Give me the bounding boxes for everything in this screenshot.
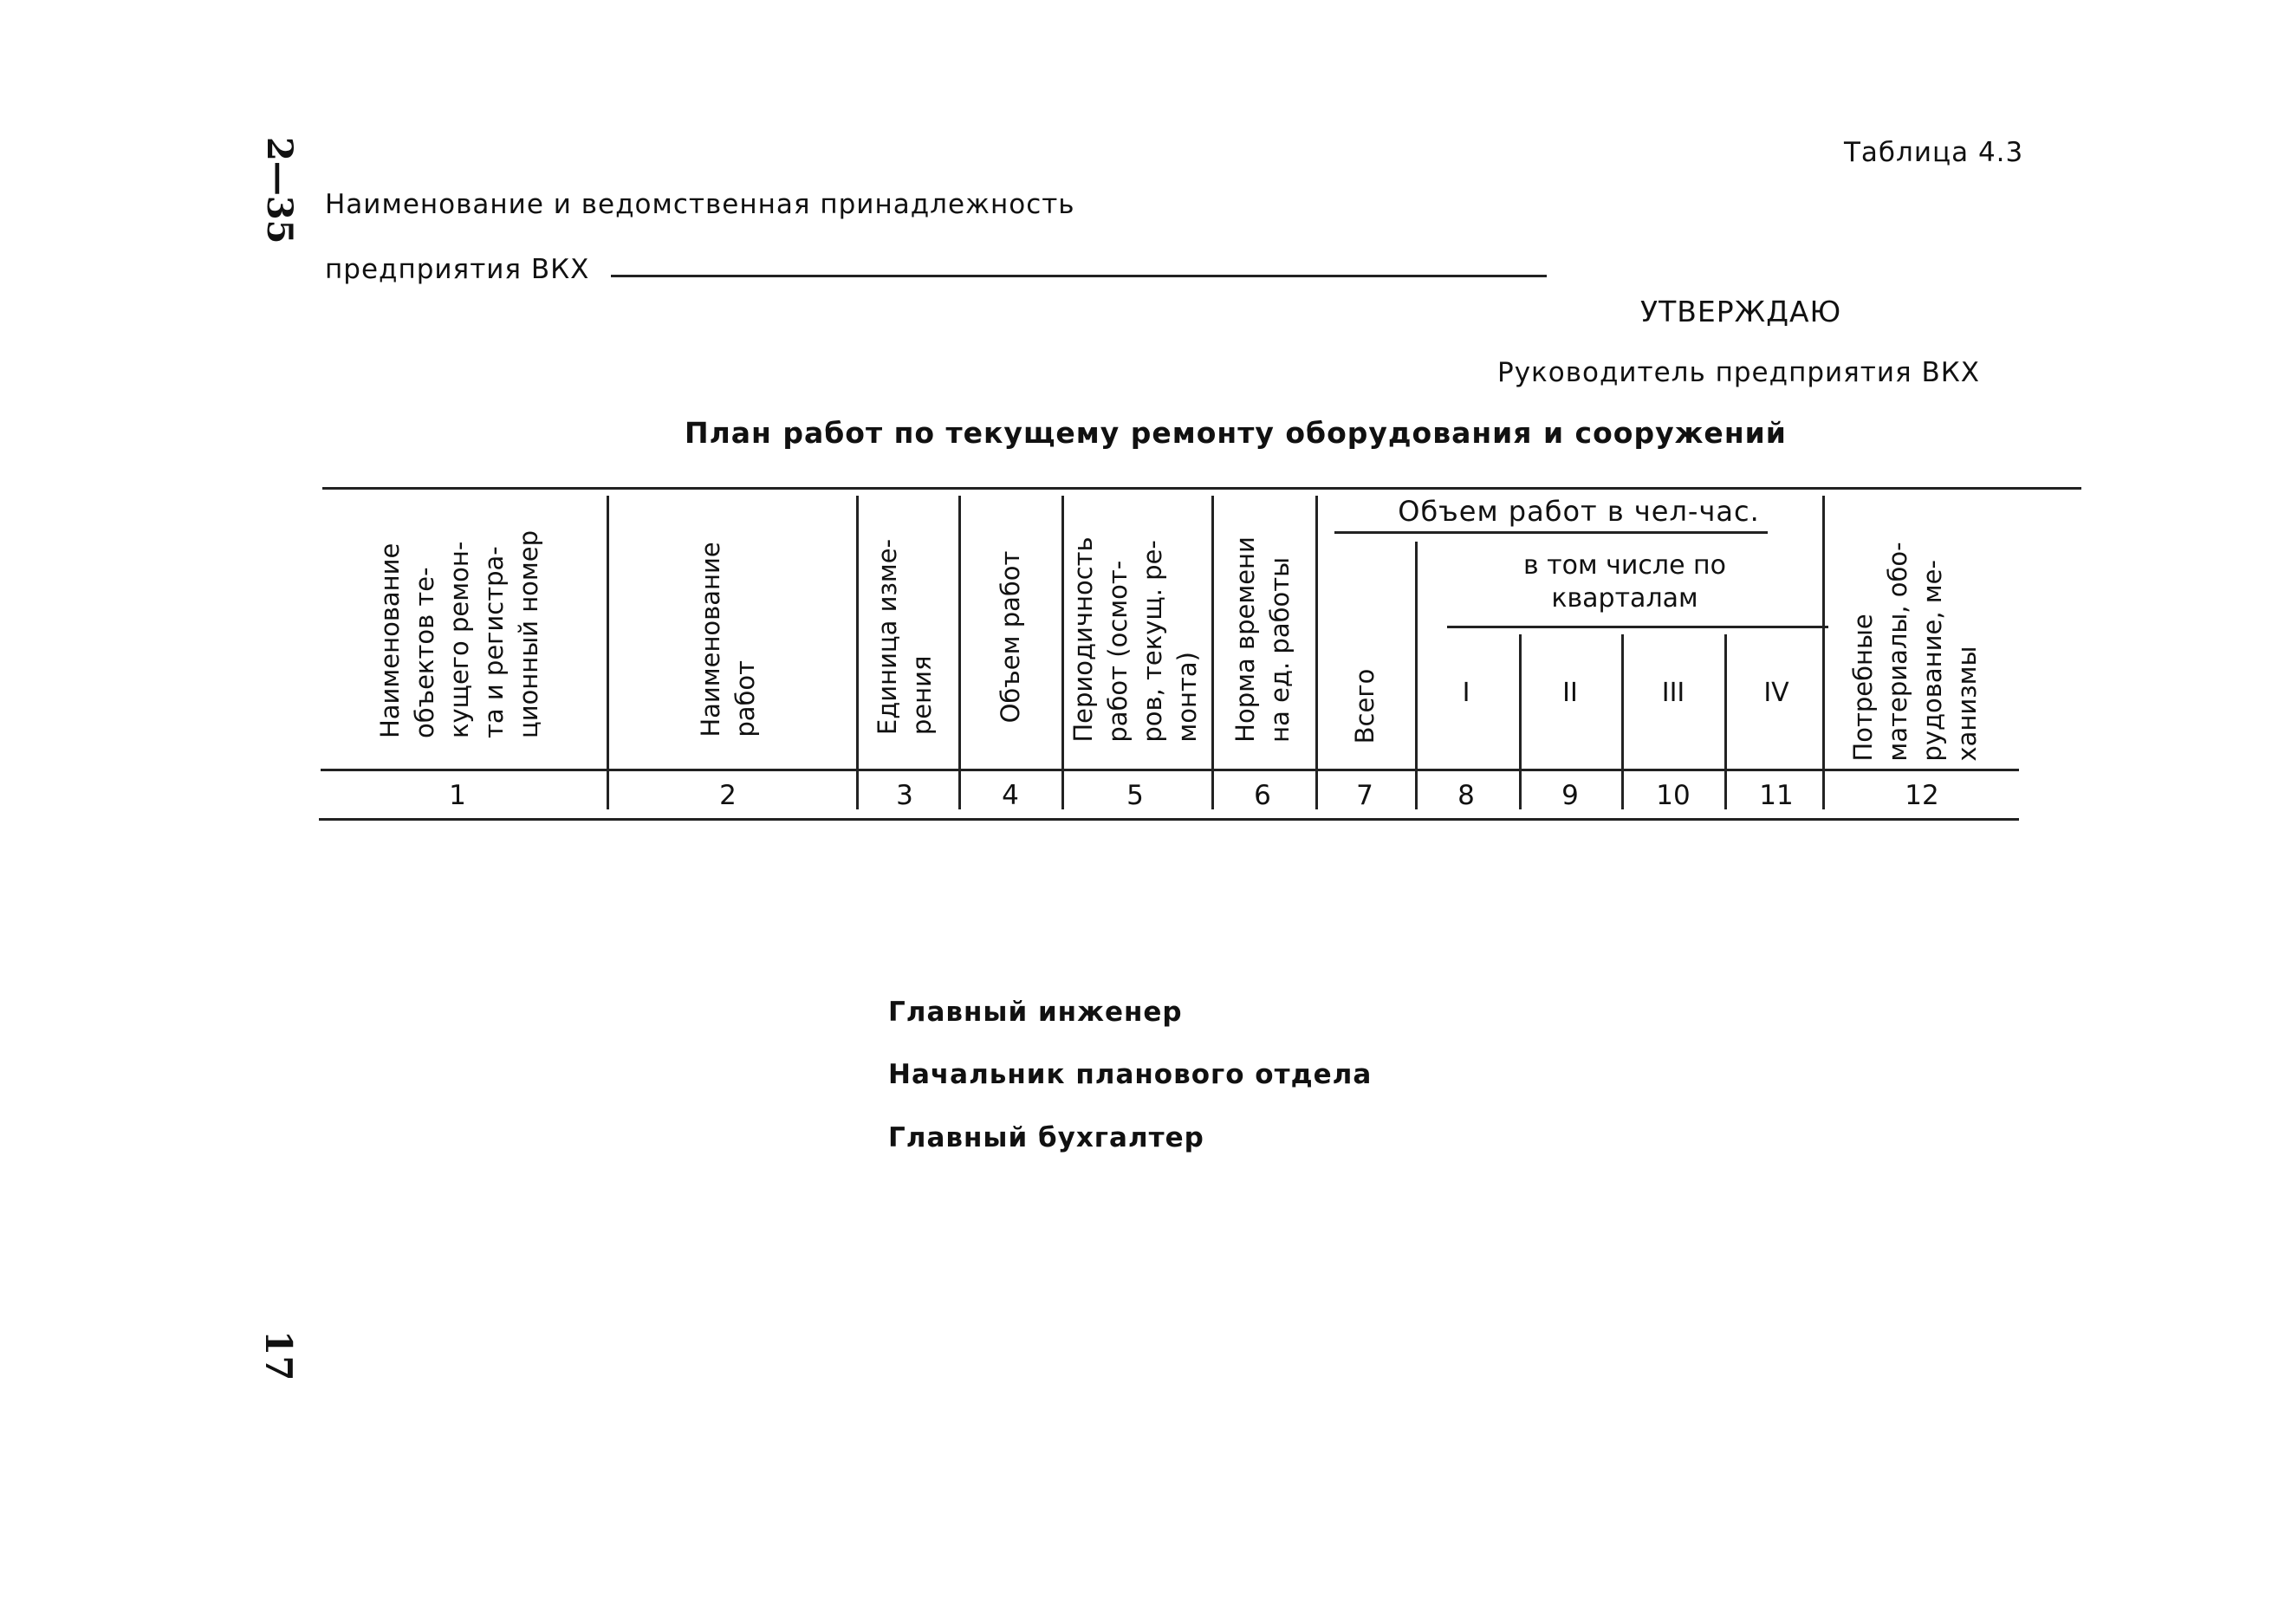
- subgroup-header-quarters: в том числе по кварталам: [1522, 550, 1727, 614]
- column-divider: [958, 496, 961, 809]
- column-header-1: Наименование объектов те- кущего ремон- та и регистра- ционный номер: [375, 529, 543, 739]
- column-header-5: Периодичность работ (осмот- ров, текущ. ре- монта): [1068, 536, 1202, 743]
- column-header-7: Всего: [1350, 668, 1379, 744]
- quarter-header-1: I: [1462, 678, 1470, 708]
- column-number-6: 6: [1254, 780, 1271, 811]
- table-label: Таблица 4.3: [1844, 137, 2024, 168]
- organization-fill-line: [611, 275, 1547, 277]
- column-number-9: 9: [1561, 780, 1579, 811]
- side-code: 2—35: [259, 137, 300, 244]
- organization-label: Наименование и ведомственная принадлежность: [325, 189, 1075, 220]
- signature-chief-accountant: Главный бухгалтер: [888, 1122, 1204, 1153]
- column-divider: [1822, 496, 1825, 809]
- column-number-11: 11: [1759, 780, 1794, 811]
- column-divider: [856, 496, 859, 809]
- page-number: 17: [257, 1330, 300, 1381]
- approval-word: УТВЕРЖДАЮ: [1640, 295, 1842, 328]
- column-number-10: 10: [1656, 780, 1691, 811]
- column-number-1: 1: [449, 780, 466, 811]
- column-number-3: 3: [896, 780, 913, 811]
- subgroup-header-rule: [1447, 626, 1828, 628]
- approver-title: Руководитель предприятия ВКХ: [1497, 357, 1981, 388]
- column-divider: [1724, 634, 1727, 809]
- quarter-header-3: III: [1661, 678, 1685, 708]
- column-divider: [1315, 496, 1318, 809]
- column-header-2: Наименование работ: [696, 542, 760, 737]
- column-divider: [1061, 496, 1064, 809]
- group-header-volume: Объем работ в чел-час.: [1398, 495, 1760, 528]
- column-header-12: Потребные материалы, обо- рудование, ме- ханизмы: [1848, 542, 1982, 762]
- quarter-header-2: II: [1562, 678, 1578, 708]
- column-header-3: Единица изме- рения: [873, 538, 937, 736]
- quarter-header-4: IV: [1763, 678, 1789, 708]
- signature-chief-engineer: Главный инженер: [888, 997, 1183, 1028]
- column-number-8: 8: [1457, 780, 1475, 811]
- column-divider: [1519, 634, 1522, 809]
- column-divider: [607, 496, 609, 809]
- column-divider: [1211, 496, 1214, 809]
- column-divider: [1621, 634, 1624, 809]
- plan-title: План работ по текущему ремонту оборудования и сооружений: [685, 416, 1787, 450]
- number-row-bottom-rule: [319, 818, 2019, 821]
- header-bottom-rule: [321, 769, 2019, 771]
- column-number-7: 7: [1356, 780, 1373, 811]
- column-number-12: 12: [1905, 780, 1939, 811]
- group-header-rule: [1334, 531, 1768, 534]
- column-header-4: Объем работ: [996, 550, 1025, 724]
- column-number-4: 4: [1002, 780, 1019, 811]
- column-divider: [1415, 542, 1418, 809]
- column-number-2: 2: [719, 780, 737, 811]
- table-top-rule: [322, 487, 2081, 490]
- organization-label-line2: предприятия ВКХ: [325, 254, 590, 285]
- column-number-5: 5: [1126, 780, 1144, 811]
- column-header-6: Норма времени на ед. работы: [1230, 536, 1295, 743]
- signature-planning-head: Начальник планового отдела: [888, 1059, 1373, 1090]
